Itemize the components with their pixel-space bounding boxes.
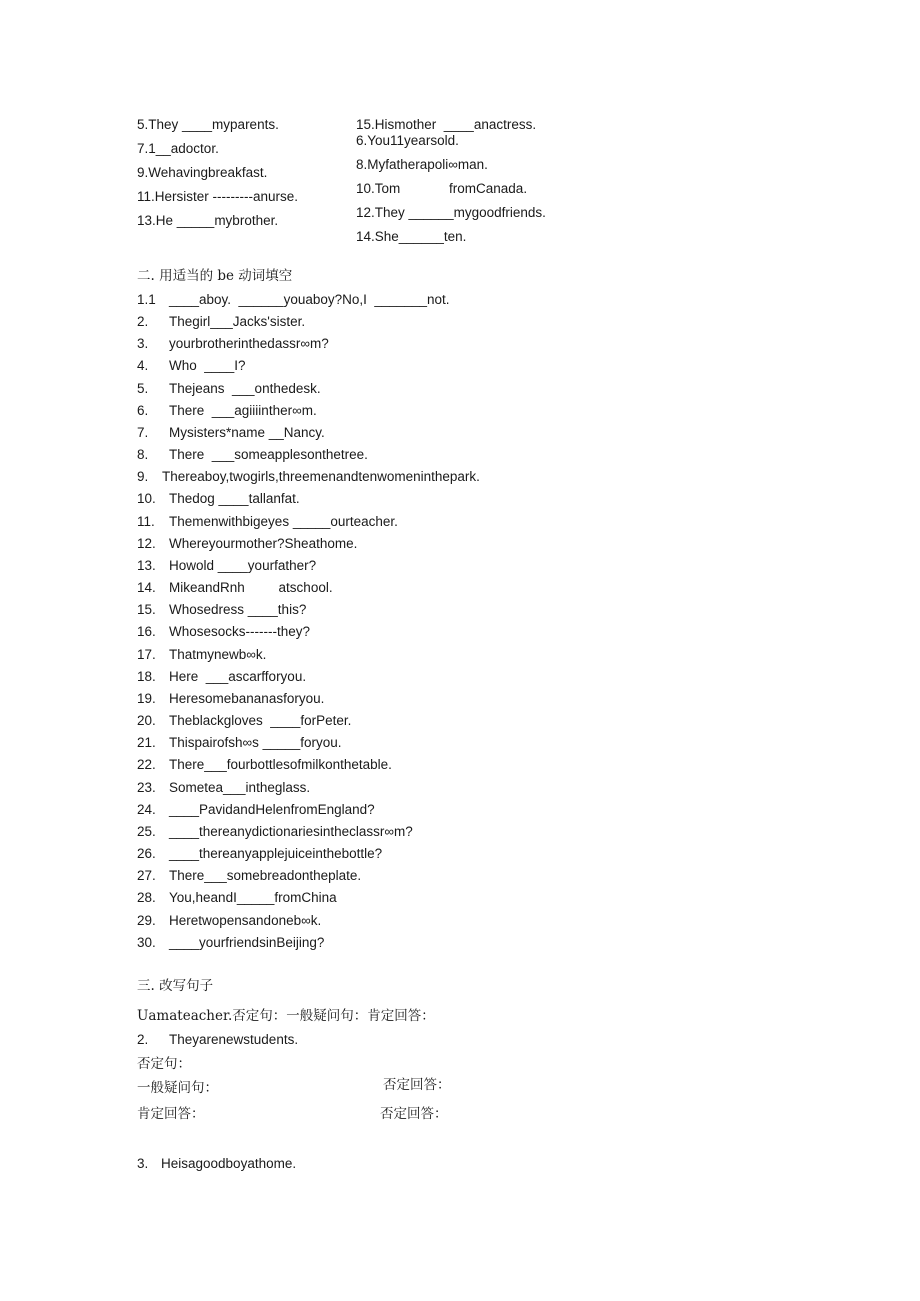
item-number: 3. [137,336,149,351]
exercise-item [137,934,324,952]
top-right-item: 10.Tom fromCanada. [356,181,528,196]
top-left-item: 13.He _____mybrother. [137,213,279,228]
exercise-item [137,823,413,841]
item-number: 27. [137,868,156,883]
rewrite-item-2 [137,1031,298,1049]
item-text: Theblackgloves ____forPeter. [169,713,352,728]
item-text: Thispairofsh∞s _____foryou. [169,735,342,750]
item-number: 23. [137,780,156,795]
item-text: ____aboy. ______youaboy?No,I _______not. [169,292,450,307]
exercise-item [137,867,361,885]
top-right-item: 12.They ______mygoodfriends. [356,205,546,220]
exercise-item [137,889,337,907]
item-text: Whosesocks-------they? [169,624,311,639]
item-number: 10. [137,491,156,506]
top-right-item: 6.You11yearsold. [356,133,459,148]
exercise-item [137,357,246,375]
exercise-item [137,734,341,752]
item-text: You,heandI_____fromChina [169,890,337,905]
rewrite-line-1: Uamateacher.否定句：一般疑问句：肯定回答： [137,1008,435,1024]
item-number: 21. [137,735,156,750]
item-text: Heisagoodboyathome. [161,1156,297,1171]
exercise-item [137,557,316,575]
exercise-item [137,912,321,930]
item-text: ____thereanydictionariesintheclassr∞m? [169,824,413,839]
item-number: 1.1 [137,292,156,307]
item-text: There___fourbottlesofmilkonthetable. [169,757,392,772]
top-right-item: 15.Hismother ____anactress. [356,117,537,132]
exercise-item [137,535,357,553]
rewrite-item-3 [137,1155,296,1173]
item-text: ____thereanyapplejuiceinthebottle? [169,846,383,861]
item-text: Who ____I? [169,358,246,373]
item-number: 8. [137,447,149,462]
item-number: 28. [137,890,156,905]
exercise-item [137,756,392,774]
item-text: ____PavidandHelenfromEngland? [169,802,375,817]
exercise-item [137,335,329,353]
exercise-item [137,468,480,486]
item-number: 2. [137,314,149,329]
top-left-item: 5.They ____myparents. [137,117,279,132]
section-2-heading: 二. 用适当的 be 动词填空 [137,268,293,284]
item-text: Thejeans ___onthedesk. [169,381,321,396]
item-number: 29. [137,913,156,928]
exercise-item [137,779,310,797]
item-number: 5. [137,381,149,396]
item-number: 7. [137,425,149,440]
item-number: 13. [137,558,156,573]
exercise-item [137,801,375,819]
item-number: 6. [137,403,149,418]
item-number: 17. [137,647,156,662]
negative-answer-label: 否定回答： [380,1106,448,1122]
item-number: 24. [137,802,156,817]
exercise-item [137,623,310,641]
item-text: yourbrotherinthedassr∞m? [169,336,329,351]
item-text: Whereyourmother?Sheathome. [169,536,358,551]
top-left-item: 7.1__adoctor. [137,141,219,156]
item-text: Themenwithbigeyes _____ourteacher. [169,514,398,529]
item-number: 4. [137,358,149,373]
item-number: 25. [137,824,156,839]
item-number: 22. [137,757,156,772]
item-text: Here ___ascarfforyou. [169,669,307,684]
exercise-item [137,712,351,730]
question-label: 一般疑问句： [137,1080,218,1096]
item-text: Whosedress ____this? [169,602,307,617]
exercise-item [137,424,325,442]
item-text: Mysisters*name __Nancy. [169,425,325,440]
item-text: Howold ____yourfather? [169,558,317,573]
item-text: MikeandRnh atschool. [169,580,333,595]
item-number: 9. [137,469,149,484]
exercise-item [137,380,321,398]
exercise-item [137,402,317,420]
item-text: There ___agiiiinther∞m. [169,403,317,418]
exercise-item [137,313,305,331]
item-number: 12. [137,536,156,551]
item-number: 2. [137,1032,149,1047]
item-number: 26. [137,846,156,861]
item-number: 20. [137,713,156,728]
exercise-item [137,490,300,508]
exercise-item [137,646,266,664]
item-text: Theyarenewstudents. [169,1032,299,1047]
top-right-item: 14.She______ten. [356,229,467,244]
item-number: 15. [137,602,156,617]
item-text: Thegirl___Jacks'sister. [169,314,306,329]
top-right-item: 8.Myfatherapoli∞man. [356,157,488,172]
item-text: There___somebreadontheplate. [169,868,362,883]
exercise-item [137,690,324,708]
item-text: Thedog ____tallanfat. [169,491,300,506]
item-text: Thereaboy,twogirls,threemenandtenwomeninthepark. [162,469,480,484]
exercise-item [137,446,368,464]
item-number: 3. [137,1156,149,1171]
item-number: 11. [137,514,155,529]
item-text: There ___someapplesonthetree. [169,447,368,462]
positive-answer-label: 肯定回答： [137,1106,205,1122]
item-text: ____yourfriendsinBeijing? [169,935,325,950]
item-number: 19. [137,691,156,706]
exercise-item [137,845,382,863]
item-number: 30. [137,935,156,950]
item-number: 14. [137,580,156,595]
exercise-item [137,668,306,686]
item-text: Heresomebananasforyou. [169,691,325,706]
negative-answer-label: 否定回答： [383,1077,451,1093]
exercise-item [137,579,333,597]
item-number: 18. [137,669,156,684]
exercise-item [137,601,306,619]
exercise-item [137,513,398,531]
item-number: 16. [137,624,156,639]
item-text: Sometea___intheglass. [169,780,311,795]
section-3-heading: 三. 改写句子 [137,978,214,994]
top-left-item: 11.Hersister ---------anurse. [137,189,299,204]
item-text: Heretwopensandoneb∞k. [169,913,322,928]
top-left-item: 9.Wehavingbreakfast. [137,165,268,180]
exercise-item [137,291,450,309]
item-text: Thatmynewb∞k. [169,647,267,662]
negative-label: 否定句： [137,1056,191,1072]
